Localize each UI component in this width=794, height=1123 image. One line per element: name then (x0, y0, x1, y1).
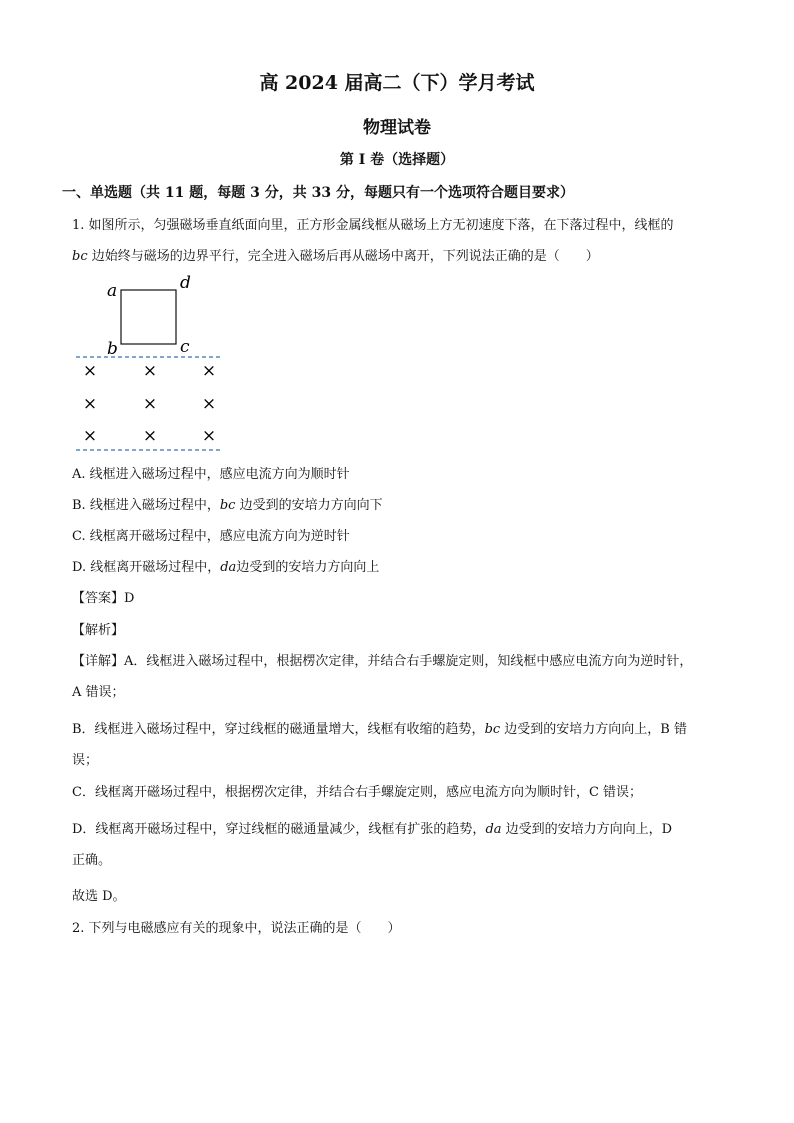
square-frame (121, 290, 176, 344)
q1-detail-line8: 故选 D。 (72, 889, 126, 904)
q1-option-b-post: 边受到的安培力方向向下 (235, 498, 383, 513)
q1-detail-line6 (72, 818, 672, 837)
volume-heading: 第 I 卷（选择题） (339, 152, 455, 168)
q1-var-bc: bc (72, 249, 88, 264)
q1-detail-line4: 误； (72, 753, 99, 768)
field-cross: × (142, 361, 158, 381)
q1-detail-line6-pre: D．线框离开磁场过程中，穿过线框的磁通量减少，线框有扩张的趋势， (72, 822, 486, 837)
q1-option-d (72, 556, 379, 575)
section-heading: 一、单选题（共 11 题，每题 3 分，共 33 分，每题只有一个选项符合题目要求） (62, 185, 574, 201)
field-cross: × (82, 361, 98, 381)
q1-detail-line3 (72, 718, 687, 737)
q1-detail-line2: A 错误； (72, 685, 125, 700)
q1-detail-line3-pre: B．线框进入磁场过程中，穿过线框的磁通量增大，线框有收缩的趋势， (72, 722, 485, 737)
exam-title: 高 2024 届高二（下）学月考试 (259, 72, 535, 94)
q1-detail-line1: 【详解】A．线框进入磁场过程中，根据楞次定律，并结合右手螺旋定则，知线框中感应电流方向为逆时针， (72, 654, 693, 669)
q1-analysis-label: 【解析】 (72, 623, 125, 638)
q1-stem-line1: 1. 如图所示，匀强磁场垂直纸面向里，正方形金属线框从磁场上方无初速度下落，在下落过程中，线框的 (72, 218, 674, 233)
q1-figure (70, 268, 230, 458)
q1-option-d-pre: D. 线框离开磁场过程中， (72, 560, 221, 575)
q1-option-b-pre: B. 线框进入磁场过程中， (72, 498, 220, 513)
q1-stem-line2-text: 边始终与磁场的边界平行，完全进入磁场后再从磁场中离开，下列说法正确的是（ ） (87, 249, 599, 264)
q1-detail-line3-post: 边受到的安培力方向向上，B 错 (500, 722, 687, 737)
field-cross: × (82, 426, 98, 446)
field-cross: × (201, 394, 217, 414)
q1-detail-line5: C．线框离开磁场过程中，根据楞次定律，并结合右手螺旋定则，感应电流方向为顺时针，C 错误； (72, 785, 643, 800)
q1-detail-line7: 正确。 (72, 853, 112, 868)
label-a: a (107, 281, 118, 301)
q1-option-b-var: bc (219, 498, 236, 513)
q1-answer: 【答案】D (72, 591, 135, 606)
field-cross: × (82, 394, 98, 414)
label-d: d (180, 273, 191, 293)
label-b: b (107, 339, 118, 359)
field-cross: × (142, 426, 158, 446)
label-c: c (180, 337, 190, 357)
q2-stem: 2. 下列与电磁感应有关的现象中，说法正确的是（ ） (72, 921, 401, 936)
q1-detail-line6-var: da (485, 822, 502, 837)
field-cross: × (201, 426, 217, 446)
field-cross: × (142, 394, 158, 414)
exam-subject: 物理试卷 (363, 118, 431, 138)
q1-detail-line6-post: 边受到的安培力方向向上，D (501, 822, 673, 837)
field-cross: × (201, 361, 217, 381)
q1-detail-line3-var: bc (484, 722, 501, 737)
q1-stem-line2 (72, 245, 599, 264)
q1-option-a: A. 线框进入磁场过程中，感应电流方向为顺时针 (72, 467, 350, 482)
q1-option-b (72, 494, 383, 513)
q1-option-d-post: 边受到的安培力方向向上 (236, 560, 380, 575)
q1-option-d-var: da (220, 560, 237, 575)
q1-option-c: C. 线框离开磁场过程中，感应电流方向为逆时针 (72, 529, 350, 544)
